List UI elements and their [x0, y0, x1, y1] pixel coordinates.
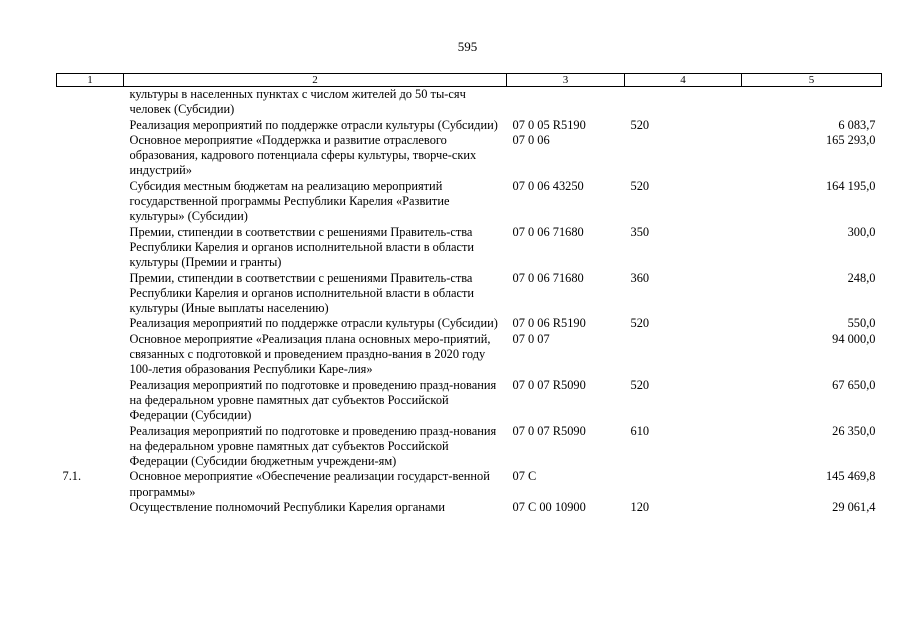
row-amount: 6 083,7 — [838, 117, 876, 132]
row-number — [57, 424, 124, 470]
row-amount — [742, 87, 882, 118]
row-name: Основное мероприятие «Реализация плана основных меро-приятий, связанных с подготовкой и проведением праздно-вания в 2020 году 100-летия образования Республики Каре-лия» — [129, 331, 491, 377]
row-expense-type: 520 — [630, 117, 650, 132]
table-row — [57, 469, 882, 500]
row-expense-type: 520 — [630, 316, 650, 331]
row-expense-type — [625, 469, 742, 500]
row-name: Осуществление полномочий Республики Карелия органами — [129, 500, 445, 515]
table-row — [57, 271, 882, 317]
row-code: 07 0 07 — [512, 331, 550, 346]
column-header-4: 4 — [625, 74, 742, 87]
row-code — [507, 87, 625, 118]
table-row — [57, 87, 882, 118]
row-amount: 94 000,0 — [832, 331, 876, 346]
table-row — [57, 332, 882, 378]
row-number — [57, 87, 124, 118]
row-code: 07 0 07 R5090 — [512, 377, 586, 392]
table-row — [57, 133, 882, 179]
row-number — [57, 271, 124, 317]
row-number — [57, 133, 124, 179]
row-code: 07 0 06 71680 — [512, 270, 584, 285]
row-code: 07 0 06 — [512, 132, 550, 147]
row-name: Основное мероприятие «Поддержка и развитие отраслевого образования, кадрового потенциала сферы культуры, творче-ских индустрий» — [129, 132, 477, 178]
table-row — [57, 424, 882, 470]
row-name: Премии, стипендии в соответствии с решениями Правитель-ства Республики Карелия и органов исполнительной власти в области культуры (Иные выплаты населению) — [129, 270, 475, 316]
row-name: Реализация мероприятий по подготовке и проведению празд-нования на федеральном уровне памятных дат субъектов Российской Федерации (Субсидии) — [129, 377, 497, 423]
row-number — [57, 225, 124, 271]
table-body — [57, 87, 882, 516]
row-expense-type — [625, 332, 742, 378]
column-header-1: 1 — [57, 74, 124, 87]
row-number — [57, 118, 124, 133]
row-name: Реализация мероприятий по поддержке отрасли культуры (Субсидии) — [129, 117, 498, 132]
row-code: 07 0 06 71680 — [512, 224, 584, 239]
row-amount: 300,0 — [847, 224, 876, 239]
row-number — [57, 500, 124, 515]
row-expense-type: 350 — [630, 224, 650, 239]
row-number — [57, 332, 124, 378]
row-expense-type: 360 — [630, 270, 650, 285]
row-code: 07 0 06 43250 — [512, 178, 584, 193]
row-amount: 550,0 — [847, 316, 876, 331]
row-amount: 164 195,0 — [825, 178, 876, 193]
row-name: Основное мероприятие «Обеспечение реализации государст-венной программы» — [129, 469, 490, 499]
row-code: 07 0 06 R5190 — [512, 316, 586, 331]
row-expense-type: 610 — [630, 423, 650, 438]
row-code: 07 С 00 10900 — [512, 500, 586, 515]
row-code: 07 С — [512, 469, 537, 484]
column-header-2: 2 — [124, 74, 507, 87]
row-code: 07 0 07 R5090 — [512, 423, 586, 438]
table-header-row — [57, 74, 882, 87]
row-code: 07 0 05 R5190 — [512, 117, 586, 132]
row-number — [57, 179, 124, 225]
table-row — [57, 118, 882, 133]
row-name: Субсидия местным бюджетам на реализацию мероприятий государственной программы Республики Карелия «Развитие культуры» (Субсидии) — [129, 178, 450, 224]
column-header-3: 3 — [507, 74, 625, 87]
row-number — [57, 316, 124, 331]
row-expense-type: 120 — [630, 500, 650, 515]
row-name: культуры в населенных пунктах с числом жителей до 50 ты-сяч человек (Субсидии) — [129, 87, 466, 117]
row-amount: 29 061,4 — [832, 500, 876, 515]
row-name: Премии, стипендии в соответствии с решениями Правитель-ства Республики Карелия и органов исполнительной власти в области культуры (Премии и гранты) — [129, 224, 475, 270]
row-name: Реализация мероприятий по поддержке отрасли культуры (Субсидии) — [129, 316, 498, 331]
table-row — [57, 378, 882, 424]
row-expense-type: 520 — [630, 377, 650, 392]
row-amount: 145 469,8 — [825, 469, 876, 484]
row-amount: 67 650,0 — [832, 377, 876, 392]
row-number — [57, 378, 124, 424]
row-amount: 248,0 — [847, 270, 876, 285]
table-row — [57, 316, 882, 331]
row-expense-type: 520 — [630, 178, 650, 193]
row-amount: 165 293,0 — [825, 132, 876, 147]
row-expense-type — [625, 133, 742, 179]
row-number: 7.1. — [62, 469, 82, 484]
budget-table — [56, 73, 882, 515]
row-amount: 26 350,0 — [832, 423, 876, 438]
page-number: 595 — [457, 39, 478, 54]
row-name: Реализация мероприятий по подготовке и проведению празд-нования на федеральном уровне памятных дат субъектов Российской Федерации (Субсидии бюджетным учреждени-ям) — [129, 423, 497, 469]
row-expense-type — [625, 87, 742, 118]
table-row — [57, 500, 882, 515]
table-row — [57, 225, 882, 271]
column-header-5: 5 — [742, 74, 882, 87]
table-row — [57, 179, 882, 225]
